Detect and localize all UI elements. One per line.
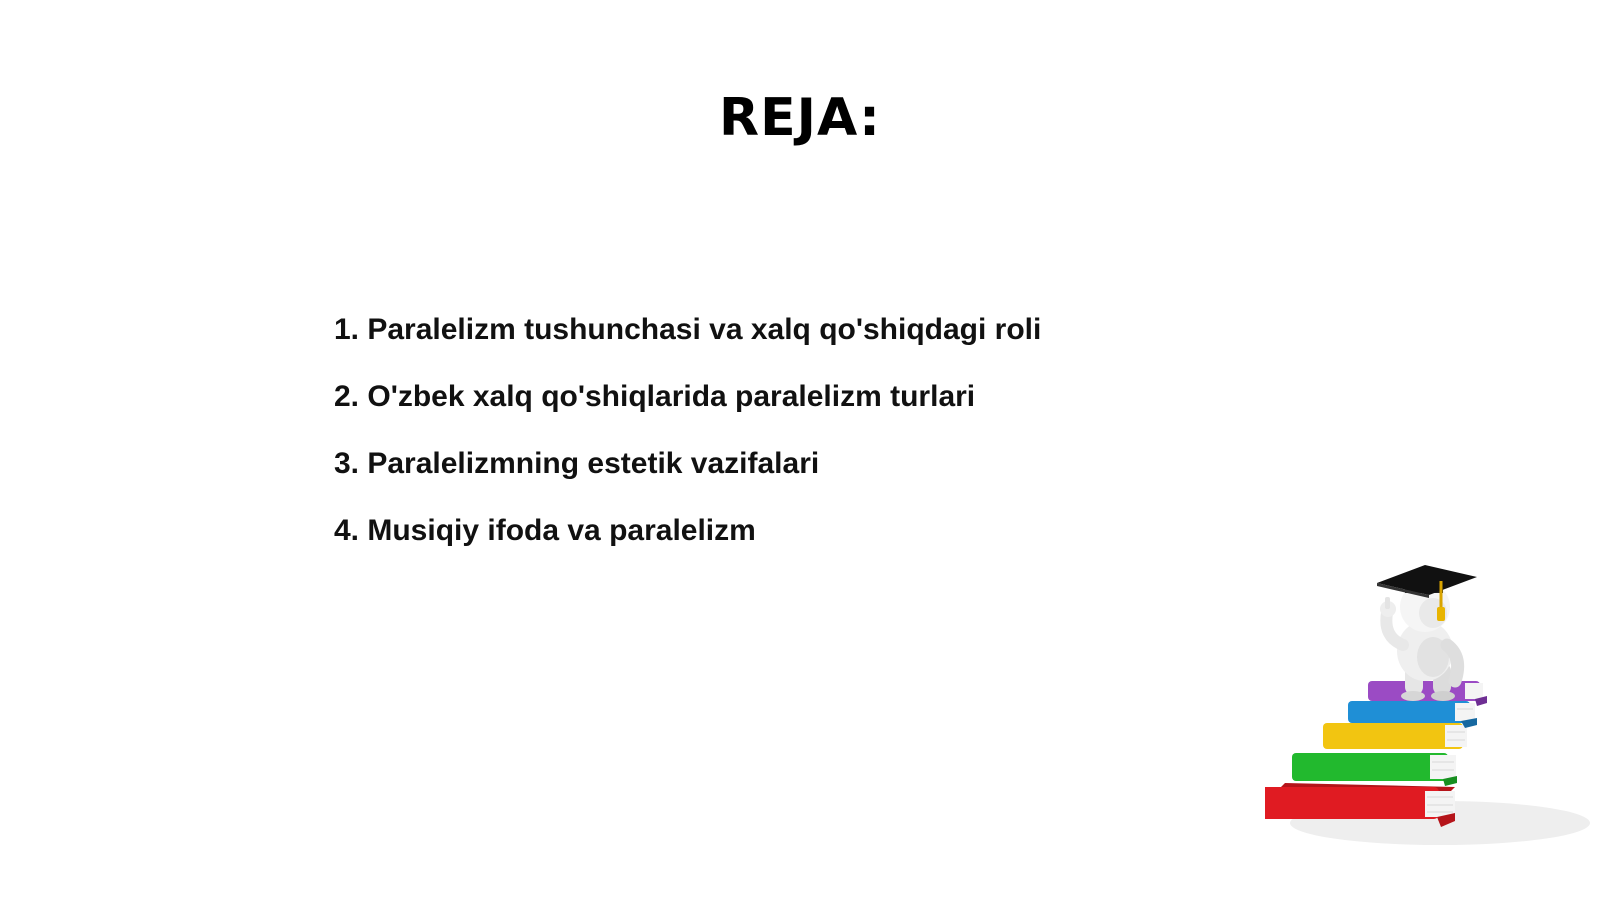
- graduate-on-books-icon: [1265, 565, 1595, 865]
- plan-item: 3. Paralelizmning estetik vazifalari: [334, 447, 820, 480]
- plan-list: [334, 312, 1041, 580]
- green-book: [1292, 753, 1457, 786]
- yellow-book: [1323, 723, 1467, 749]
- slide-title: REJA:: [719, 88, 881, 148]
- plan-item: 4. Musiqiy ifoda va paralelizm: [334, 514, 756, 547]
- plan-item: 2. O'zbek xalq qo'shiqlarida paralelizm turlari: [334, 380, 976, 413]
- plan-item: 1. Paralelizm tushunchasi va xalq qo'shiqdagi roli: [334, 313, 1042, 346]
